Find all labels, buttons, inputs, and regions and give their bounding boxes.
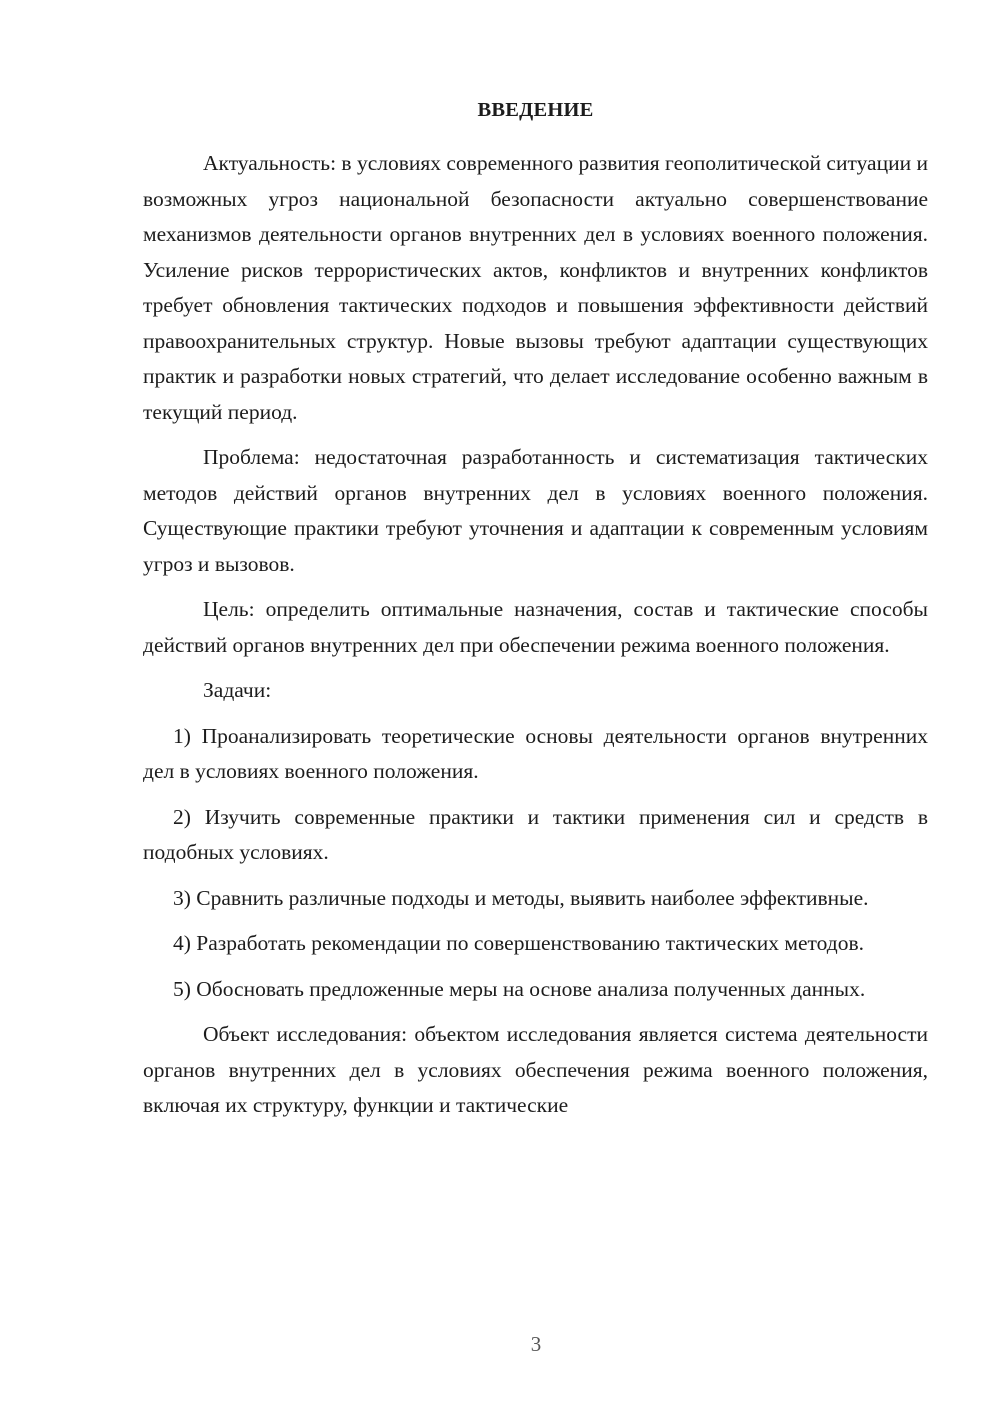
paragraph-goal: Цель: определить оптимальные назначения, состав и тактические способы действий органов внутренних дел при обеспечении режима военного положения. — [143, 597, 928, 657]
paragraph-object: Объект исследования: объектом исследования является система деятельности органов внутренних дел в условиях обеспечения режима военного положения, включая их структуру, функции и тактические — [143, 1022, 928, 1117]
task-item: 5) Обосновать предложенные меры на основе анализа полученных данных. — [173, 976, 866, 1001]
page-heading: ВВЕДЕНИЕ — [477, 99, 594, 121]
paragraph-relevance: Актуальность: в условиях современного развития геополитической ситуации и возможных угроз национальной безопасности актуально совершенствование механизмов деятельности органов внутренних дел в условиях военного положения. Усиление рисков террористических актов, конфликтов и внутренних конфликтов требует обновления тактических подходов и повышения эффективности действий правоохранительных структур. Новые вызовы требуют адаптации существующих практик и разработки новых стратегий, что делает исследование особенно важным в текущий период. — [143, 151, 928, 424]
task-item: 4) Разработать рекомендации по совершенствованию тактических методов. — [173, 931, 864, 955]
task-item: 3) Сравнить различные подходы и методы, выявить наиболее эффективные. — [173, 885, 869, 910]
page-content — [143, 96, 928, 1124]
paragraph-problem: Проблема: недостаточная разработанность и систематизация тактических методов действий органов внутренних дел в условиях военного положения. Существующие практики требуют уточнения и адаптации к современным условиям угроз и вызовов. — [143, 445, 928, 576]
tasks-label: Задачи: — [203, 678, 272, 702]
task-item: 1) Проанализировать теоретические основы деятельности органов внутренних дел в условиях военного положения. — [143, 723, 928, 783]
task-item: 2) Изучить современные практики и тактики применения сил и средств в подобных условиях. — [143, 804, 928, 864]
page-number: 3 — [530, 1332, 542, 1356]
